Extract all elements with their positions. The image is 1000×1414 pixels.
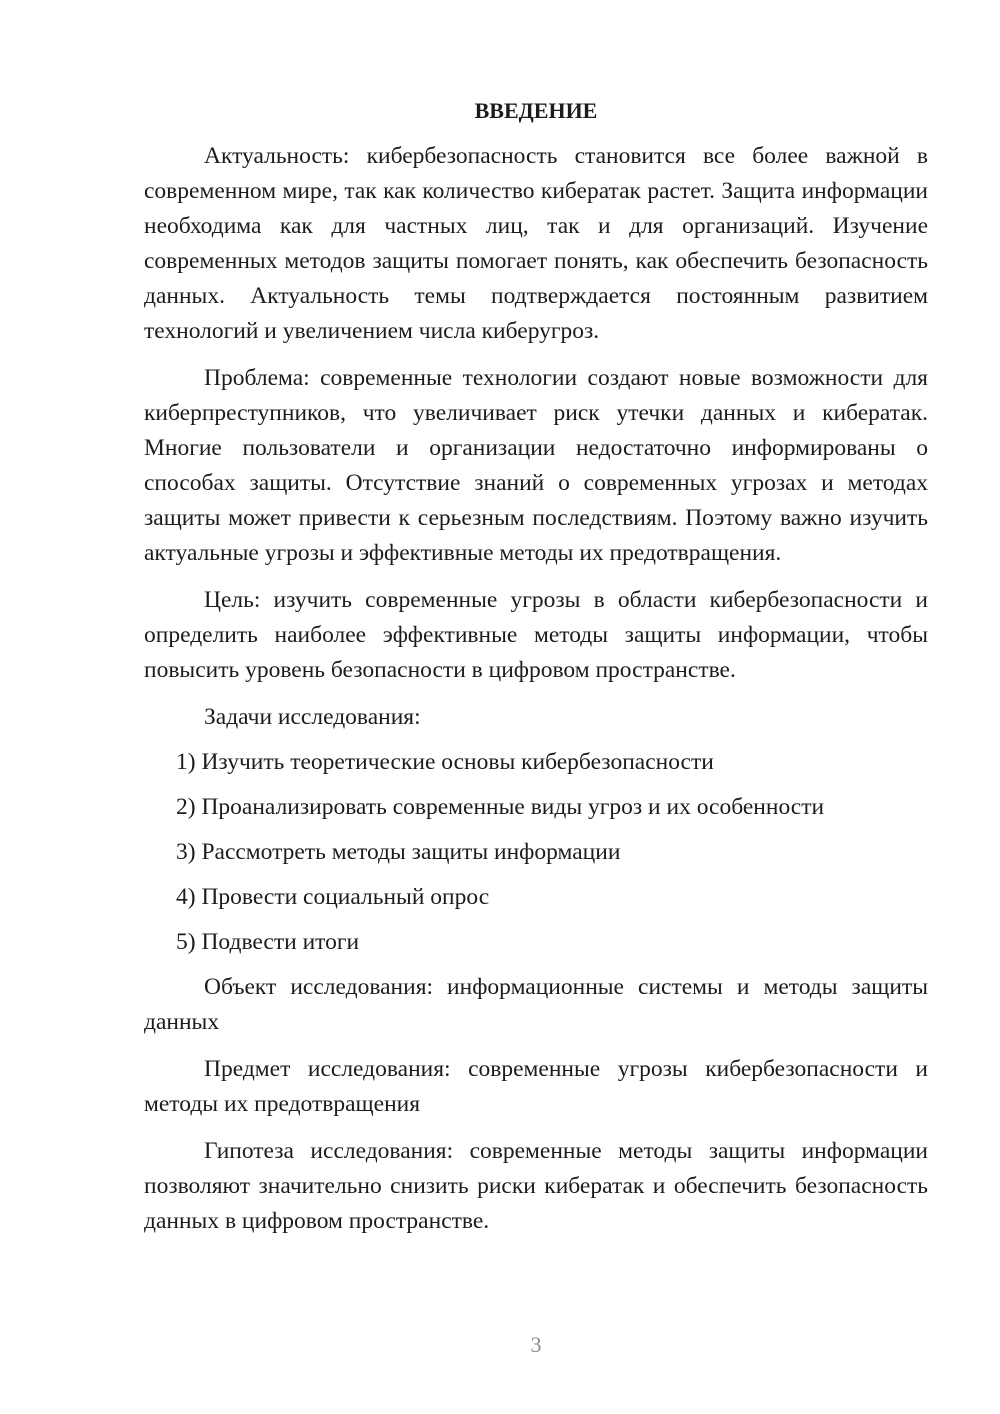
page-number: 3: [530, 1332, 542, 1357]
paragraph-problem: Проблема: современные технологии создают новые возможности для киберпреступников, что увеличивает риск утечки данных и кибератак. Многие пользователи и организации недостаточно информированы о способах защиты. Отсутствие знаний о современных угрозах и методах защиты может привести к серьезным последствиям. Поэтому важно изучить актуальные угрозы и эффективные методы их предотвращения.: [144, 365, 928, 566]
section-title: ВВЕДЕНИЕ: [474, 98, 598, 123]
task-item-1: 1) Изучить теоретические основы кибербезопасности: [176, 749, 714, 775]
paragraph-subject: Предмет исследования: современные угрозы кибербезопасности и методы их предотвращения: [144, 1056, 928, 1117]
task-item-5: 5) Подвести итоги: [176, 929, 360, 955]
paragraph-relevance: Актуальность: кибербезопасность становится все более важной в современном мире, так как количество кибератак растет. Защита информации необходима как для частных лиц, так и для организаций. Изучение современных методов защиты помогает понять, как обеспечить безопасность данных. Актуальность темы подтверждается постоянным развитием технологий и увеличением числа киберугроз.: [144, 143, 928, 344]
task-item-3: 3) Рассмотреть методы защиты информации: [176, 839, 621, 865]
task-item-2: 2) Проанализировать современные виды угроз и их особенности: [176, 794, 825, 820]
task-item-4: 4) Провести социальный опрос: [176, 884, 490, 910]
paragraph-hypothesis: Гипотеза исследования: современные методы защиты информации позволяют значительно снизить риски кибератак и обеспечить безопасность данных в цифровом пространстве.: [144, 1138, 928, 1234]
paragraph-goal: Цель: изучить современные угрозы в области кибербезопасности и определить наиболее эффективные методы защиты информации, чтобы повысить уровень безопасности в цифровом пространстве.: [144, 587, 928, 683]
tasks-heading: Задачи исследования:: [204, 704, 421, 730]
document-body: [144, 95, 928, 1251]
paragraph-object: Объект исследования: информационные системы и методы защиты данных: [144, 974, 928, 1035]
